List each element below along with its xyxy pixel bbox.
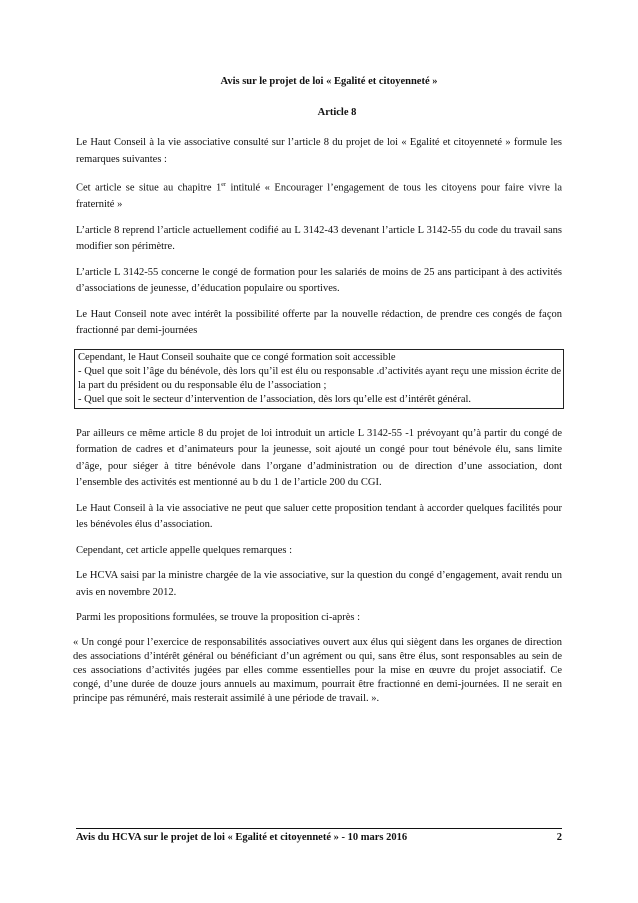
box-line-3: - Quel que soit le secteur d’intervention de l’association, dès lors qu’elle est d’intérêt général. bbox=[78, 393, 472, 405]
paragraph-9: Le HCVA saisi par la ministre chargée de la vie associative, sur la question du congé d’engagement, avait rendu un avis en novembre 2012. bbox=[76, 570, 562, 598]
footer-text: Avis du HCVA sur le projet de loi « Egalité et citoyenneté » - 10 mars 2016 bbox=[76, 832, 408, 843]
highlighted-box bbox=[74, 349, 564, 409]
paragraph-6: Par ailleurs ce même article 8 du projet de loi introduit un article L 3142-55 -1 prévoyant qu’à partir du congé de formation de cadres et d’animateurs pour la jeunesse, soit ajouté un congé pour tout bénévole élu, sans limite d’âge, pour siéger à titre bénévole dans l’organe d’administration ou de direction d’une association, dont l’ensemble des activités est mentionné au b du 1 de l’article 200 du CGI. bbox=[76, 427, 562, 488]
box-line-2: - Quel que soit l’âge du bénévole, dès lors qu’il est élu ou responsable .d’activités ayant reçu une mission écrite de la part du président ou du responsable élu de l’association ; bbox=[78, 365, 561, 391]
paragraph-4: L’article L 3142-55 concerne le congé de formation pour les salariés de moins de 25 ans participant à des activités d’associations de jeunesse, d’éducation populaire ou sportives. bbox=[76, 266, 562, 294]
paragraph-5: Le Haut Conseil note avec intérêt la possibilité offerte par la nouvelle rédaction, de prendre ces congés de façon fractionné par demi-journées bbox=[76, 308, 562, 336]
paragraph-2-superscript: er bbox=[221, 182, 226, 188]
document-title: Avis sur le projet de loi « Egalité et citoyenneté » bbox=[220, 76, 438, 87]
paragraph-10: Parmi les propositions formulées, se trouve la proposition ci-après : bbox=[76, 612, 361, 623]
paragraph-7: Le Haut Conseil à la vie associative ne peut que saluer cette proposition tendant à accorder quelques facilités pour les bénévoles élus d’association. bbox=[76, 502, 562, 530]
box-line-1: Cependant, le Haut Conseil souhaite que ce congé formation soit accessible bbox=[78, 351, 396, 363]
page-footer bbox=[76, 828, 562, 843]
paragraph-2-rest: intitulé « Encourager l’engagement de tous les citoyens pour faire vivre la fraternité » bbox=[76, 182, 562, 210]
paragraph-8: Cependant, cet article appelle quelques remarques : bbox=[76, 544, 293, 556]
paragraph-2-prefix: Cet article se situe au chapitre 1 bbox=[76, 182, 222, 194]
paragraph-3: L’article 8 reprend l’article actuellement codifié au L 3142-43 devenant l’article L 3142-55 du code du travail sans modifier son périmètre. bbox=[76, 224, 562, 252]
article-heading: Article 8 bbox=[317, 107, 357, 118]
quoted-proposal: « Un congé pour l’exercice de responsabilités associatives ouvert aux élus qui siègent dans les organes de direction des associations d’intérêt général ou bénéficiant d’un agrément ou qui, sans être élus, sont responsables au sein de ces associations d’activités jugées par elles comme essentielles pour la mise en œuvre du projet associatif. Ce congé, d’une durée de douze jours annuels au maximum, pourrait être fractionné en demi-journées. Il ne serait en principe pas rémunéré, mais resterait assimilé à une période de travail. ». bbox=[73, 636, 562, 704]
page-number: 2 bbox=[556, 832, 562, 843]
document-body bbox=[73, 66, 562, 706]
paragraph-1: Le Haut Conseil à la vie associative consulté sur l’article 8 du projet de loi « Egalité et citoyenneté » formule les remarques suivantes : bbox=[76, 137, 562, 165]
paragraph-2 bbox=[76, 177, 562, 214]
